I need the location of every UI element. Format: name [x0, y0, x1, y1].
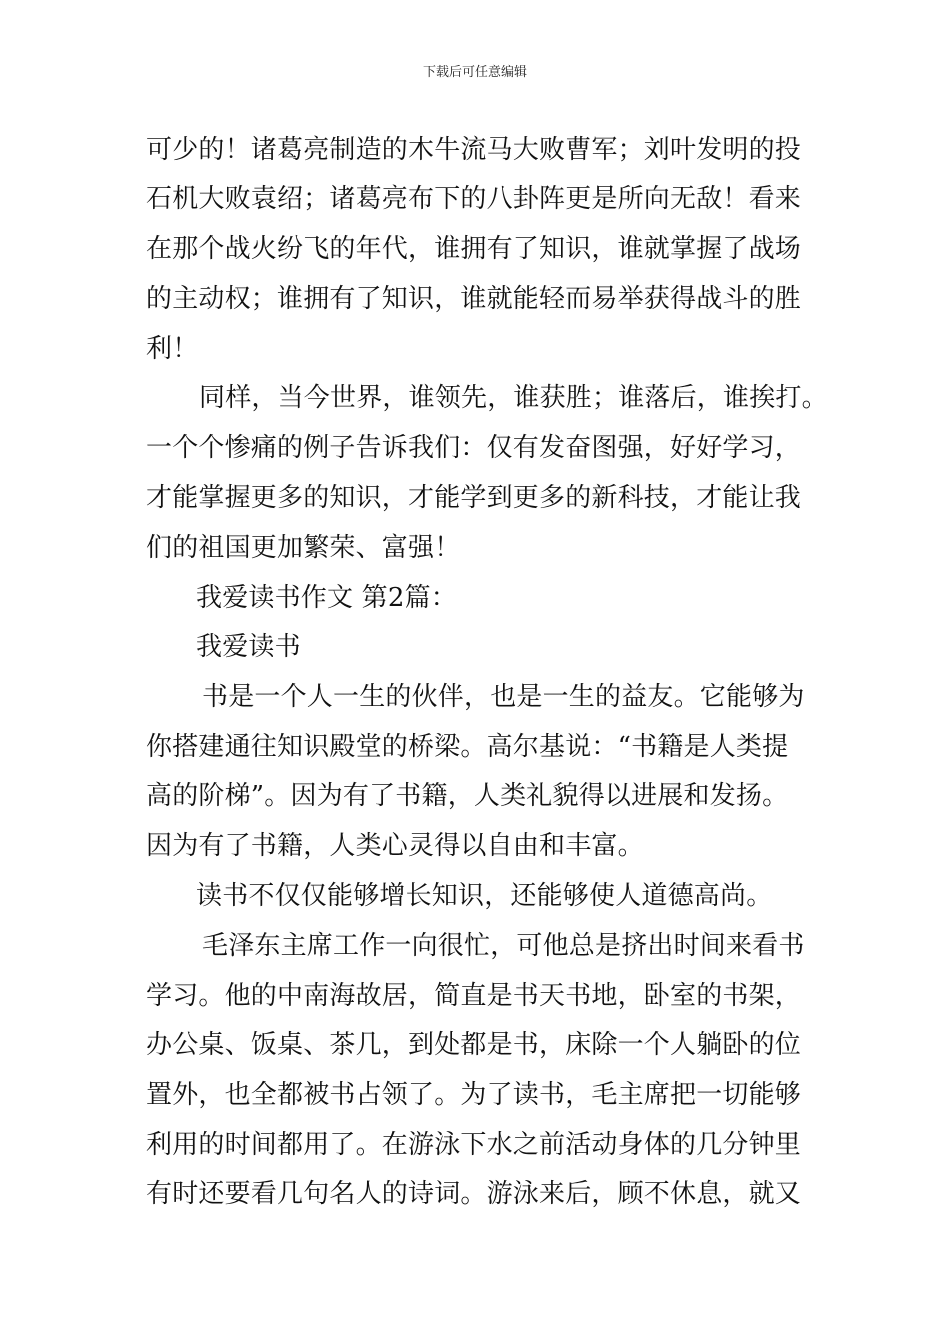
text-line: 利！	[146, 334, 199, 364]
text-line: 们的祖国更加繁荣、富强！	[146, 533, 461, 563]
text-line: 利用的时间都用了。在游泳下水之前活动身体的几分钟里	[146, 1130, 802, 1160]
essay-title: 我爱读书	[196, 632, 301, 662]
text-line: 学习。他的中南海故居，简直是书天书地，卧室的书架，	[146, 981, 802, 1011]
paragraph-first-line: 书是一个人一生的伙伴，也是一生的益友。它能够为	[202, 682, 805, 712]
section-heading: 我爱读书作文 第2篇：	[196, 583, 458, 613]
text-line: 才能掌握更多的知识，才能学到更多的新科技，才能让我	[146, 483, 802, 513]
text-line: 有时还要看几句名人的诗词。游泳来后，顾不休息，就又	[146, 1179, 802, 1209]
text-line: 因为有了书籍，人类心灵得以自由和丰富。	[146, 831, 644, 861]
text-line: 办公桌、饭桌、茶几，到处都是书，床除一个人躺卧的位	[146, 1030, 802, 1060]
text-line: 可少的！诸葛亮制造的木牛流马大败曹军；刘叶发明的投	[146, 135, 802, 165]
paragraph-first-line: 毛泽东主席工作一向很忙，可他总是挤出时间来看书	[202, 931, 805, 961]
paragraph-first-line: 同样，当今世界，谁领先，谁获胜；谁落后，谁挨打。	[199, 383, 828, 413]
page-header: 下载后可任意编辑	[422, 65, 527, 80]
paragraph-first-line: 读书不仅仅能够增长知识，还能够使人道德高尚。	[196, 881, 773, 911]
text-line: 石机大败袁绍；诸葛亮布下的八卦阵更是所向无敌！看来	[146, 184, 802, 214]
text-line: 一个个惨痛的例子告诉我们：仅有发奋图强，好好学习，	[146, 433, 802, 463]
text-line: 置外，也全都被书占领了。为了读书，毛主席把一切能够	[146, 1080, 802, 1110]
text-line: 高的阶梯”。因为有了书籍，人类礼貌得以进展和发扬。	[146, 781, 789, 811]
text-line: 在那个战火纷飞的年代，谁拥有了知识，谁就掌握了战场	[146, 234, 802, 264]
text-line: 的主动权；谁拥有了知识，谁就能轻而易举获得战斗的胜	[146, 284, 802, 314]
text-line: 你搭建通往知识殿堂的桥梁。高尔基说：“书籍是人类提	[146, 732, 789, 762]
